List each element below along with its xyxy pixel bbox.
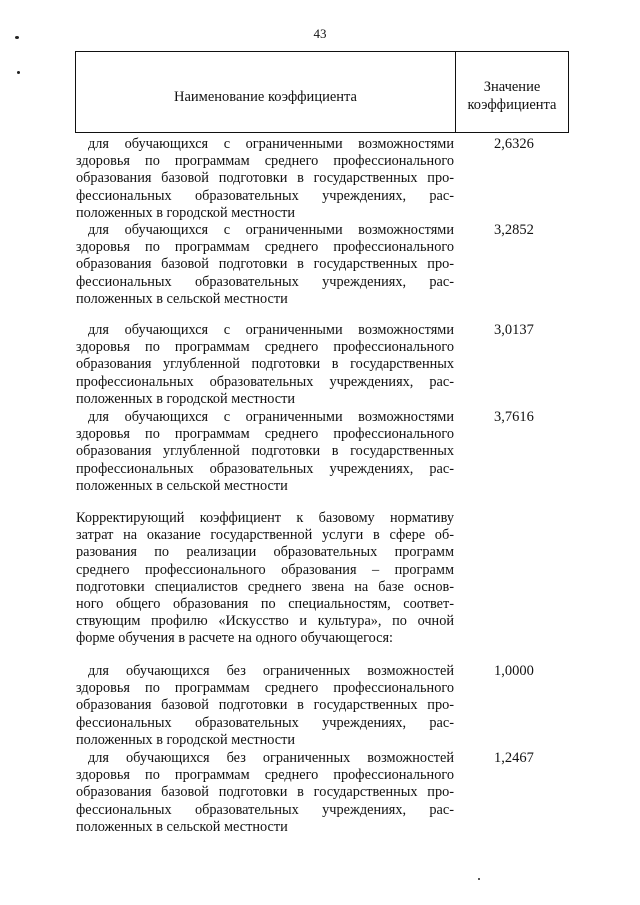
scan-speck-3 — [478, 878, 480, 880]
row-line: разования по реализации образовательных программ — [76, 544, 454, 561]
row-line: положенных в сельской местности — [76, 477, 288, 494]
row-line: положенных в городской местности — [76, 204, 296, 221]
row-description — [76, 222, 454, 308]
row-coefficient-value: 3,7616 — [494, 409, 534, 425]
row-description — [76, 663, 454, 749]
row-coefficient-value: 1,2467 — [494, 750, 534, 766]
row-line: образования базовой подготовки в государственных про- — [76, 170, 454, 187]
row-line: фессиональных образовательных учреждениях, рас- — [76, 273, 454, 290]
row-line: здоровья по программам среднего профессионального — [76, 239, 454, 256]
row-line: фессиональных образовательных учреждениях, рас- — [76, 801, 454, 818]
table-row — [76, 510, 570, 648]
row-line: ствующим профилю «Искусство и культура», по очной — [76, 613, 454, 630]
table-row — [76, 222, 570, 308]
row-line: ного общего образования по специальностям, соответ- — [76, 596, 454, 613]
scan-speck-1 — [15, 36, 19, 39]
row-line: фессиональных образовательных учреждениях, рас- — [76, 187, 454, 204]
row-line: затрат на оказание государственной услуги в сфере об- — [76, 527, 454, 544]
header-value-label-line2: коэффициента — [467, 97, 557, 113]
row-description — [76, 322, 454, 408]
table-row — [76, 136, 570, 222]
row-line: для обучающихся с ограниченными возможностями — [88, 409, 454, 425]
header-value-column — [456, 52, 568, 132]
row-line: фессиональных образовательных учреждениях, рас- — [76, 714, 454, 731]
row-description — [76, 136, 454, 222]
row-line: для обучающихся с ограниченными возможностями — [88, 136, 454, 152]
row-line: образования базовой подготовки в государственных про- — [76, 256, 454, 273]
row-line: форме обучения в расчете на одного обучающегося: — [76, 630, 394, 647]
row-line: для обучающихся без ограниченных возможностей — [88, 750, 454, 766]
row-coefficient-value: 2,6326 — [494, 136, 534, 152]
row-line: образования базовой подготовки в государственных про- — [76, 784, 454, 801]
row-line: здоровья по программам среднего профессионального — [76, 339, 454, 356]
row-line: подготовки специалистов среднего звена на базе основ- — [76, 578, 454, 595]
header-name-label: Наименование коэффициента — [174, 88, 357, 105]
row-line: профессиональных образовательных учреждениях, рас- — [76, 460, 454, 477]
row-line: образования углубленной подготовки в государственных — [76, 356, 454, 373]
row-line: профессиональных образовательных учреждениях, рас- — [76, 373, 454, 390]
header-name-column — [76, 52, 456, 132]
row-line: здоровья по программам среднего профессионального — [76, 153, 454, 170]
row-line: здоровья по программам среднего профессионального — [76, 426, 454, 443]
row-line: положенных в сельской местности — [76, 290, 288, 307]
row-description — [76, 510, 454, 648]
header-value-label-line1: Значение — [483, 79, 541, 95]
row-line: положенных в городской местности — [76, 390, 296, 407]
table-row — [76, 322, 570, 408]
table-row — [76, 663, 570, 749]
row-coefficient-value: 3,0137 — [494, 322, 534, 338]
row-line: для обучающихся без ограниченных возможностей — [88, 663, 454, 679]
row-line: положенных в сельской местности — [76, 818, 288, 835]
row-line: для обучающихся с ограниченными возможностями — [88, 222, 454, 238]
row-description — [76, 750, 454, 836]
row-line: здоровья по программам среднего профессионального — [76, 680, 454, 697]
row-coefficient-value: 3,2852 — [494, 222, 534, 238]
row-line: образования углубленной подготовки в государственных — [76, 443, 454, 460]
row-line: образования базовой подготовки в государственных про- — [76, 697, 454, 714]
row-line: для обучающихся с ограниченными возможностями — [88, 322, 454, 338]
row-line: среднего профессионального образования – программ — [76, 561, 454, 578]
row-line: положенных в городской местности — [76, 731, 296, 748]
table-header — [75, 51, 569, 133]
row-line: Корректирующий коэффициент к базовому нормативу — [76, 510, 454, 526]
row-description — [76, 409, 454, 495]
table-row — [76, 409, 570, 495]
row-line: здоровья по программам среднего профессионального — [76, 767, 454, 784]
page-number: 43 — [313, 26, 327, 41]
scan-speck-2 — [17, 71, 20, 74]
row-coefficient-value: 1,0000 — [494, 663, 534, 679]
table-row — [76, 750, 570, 836]
